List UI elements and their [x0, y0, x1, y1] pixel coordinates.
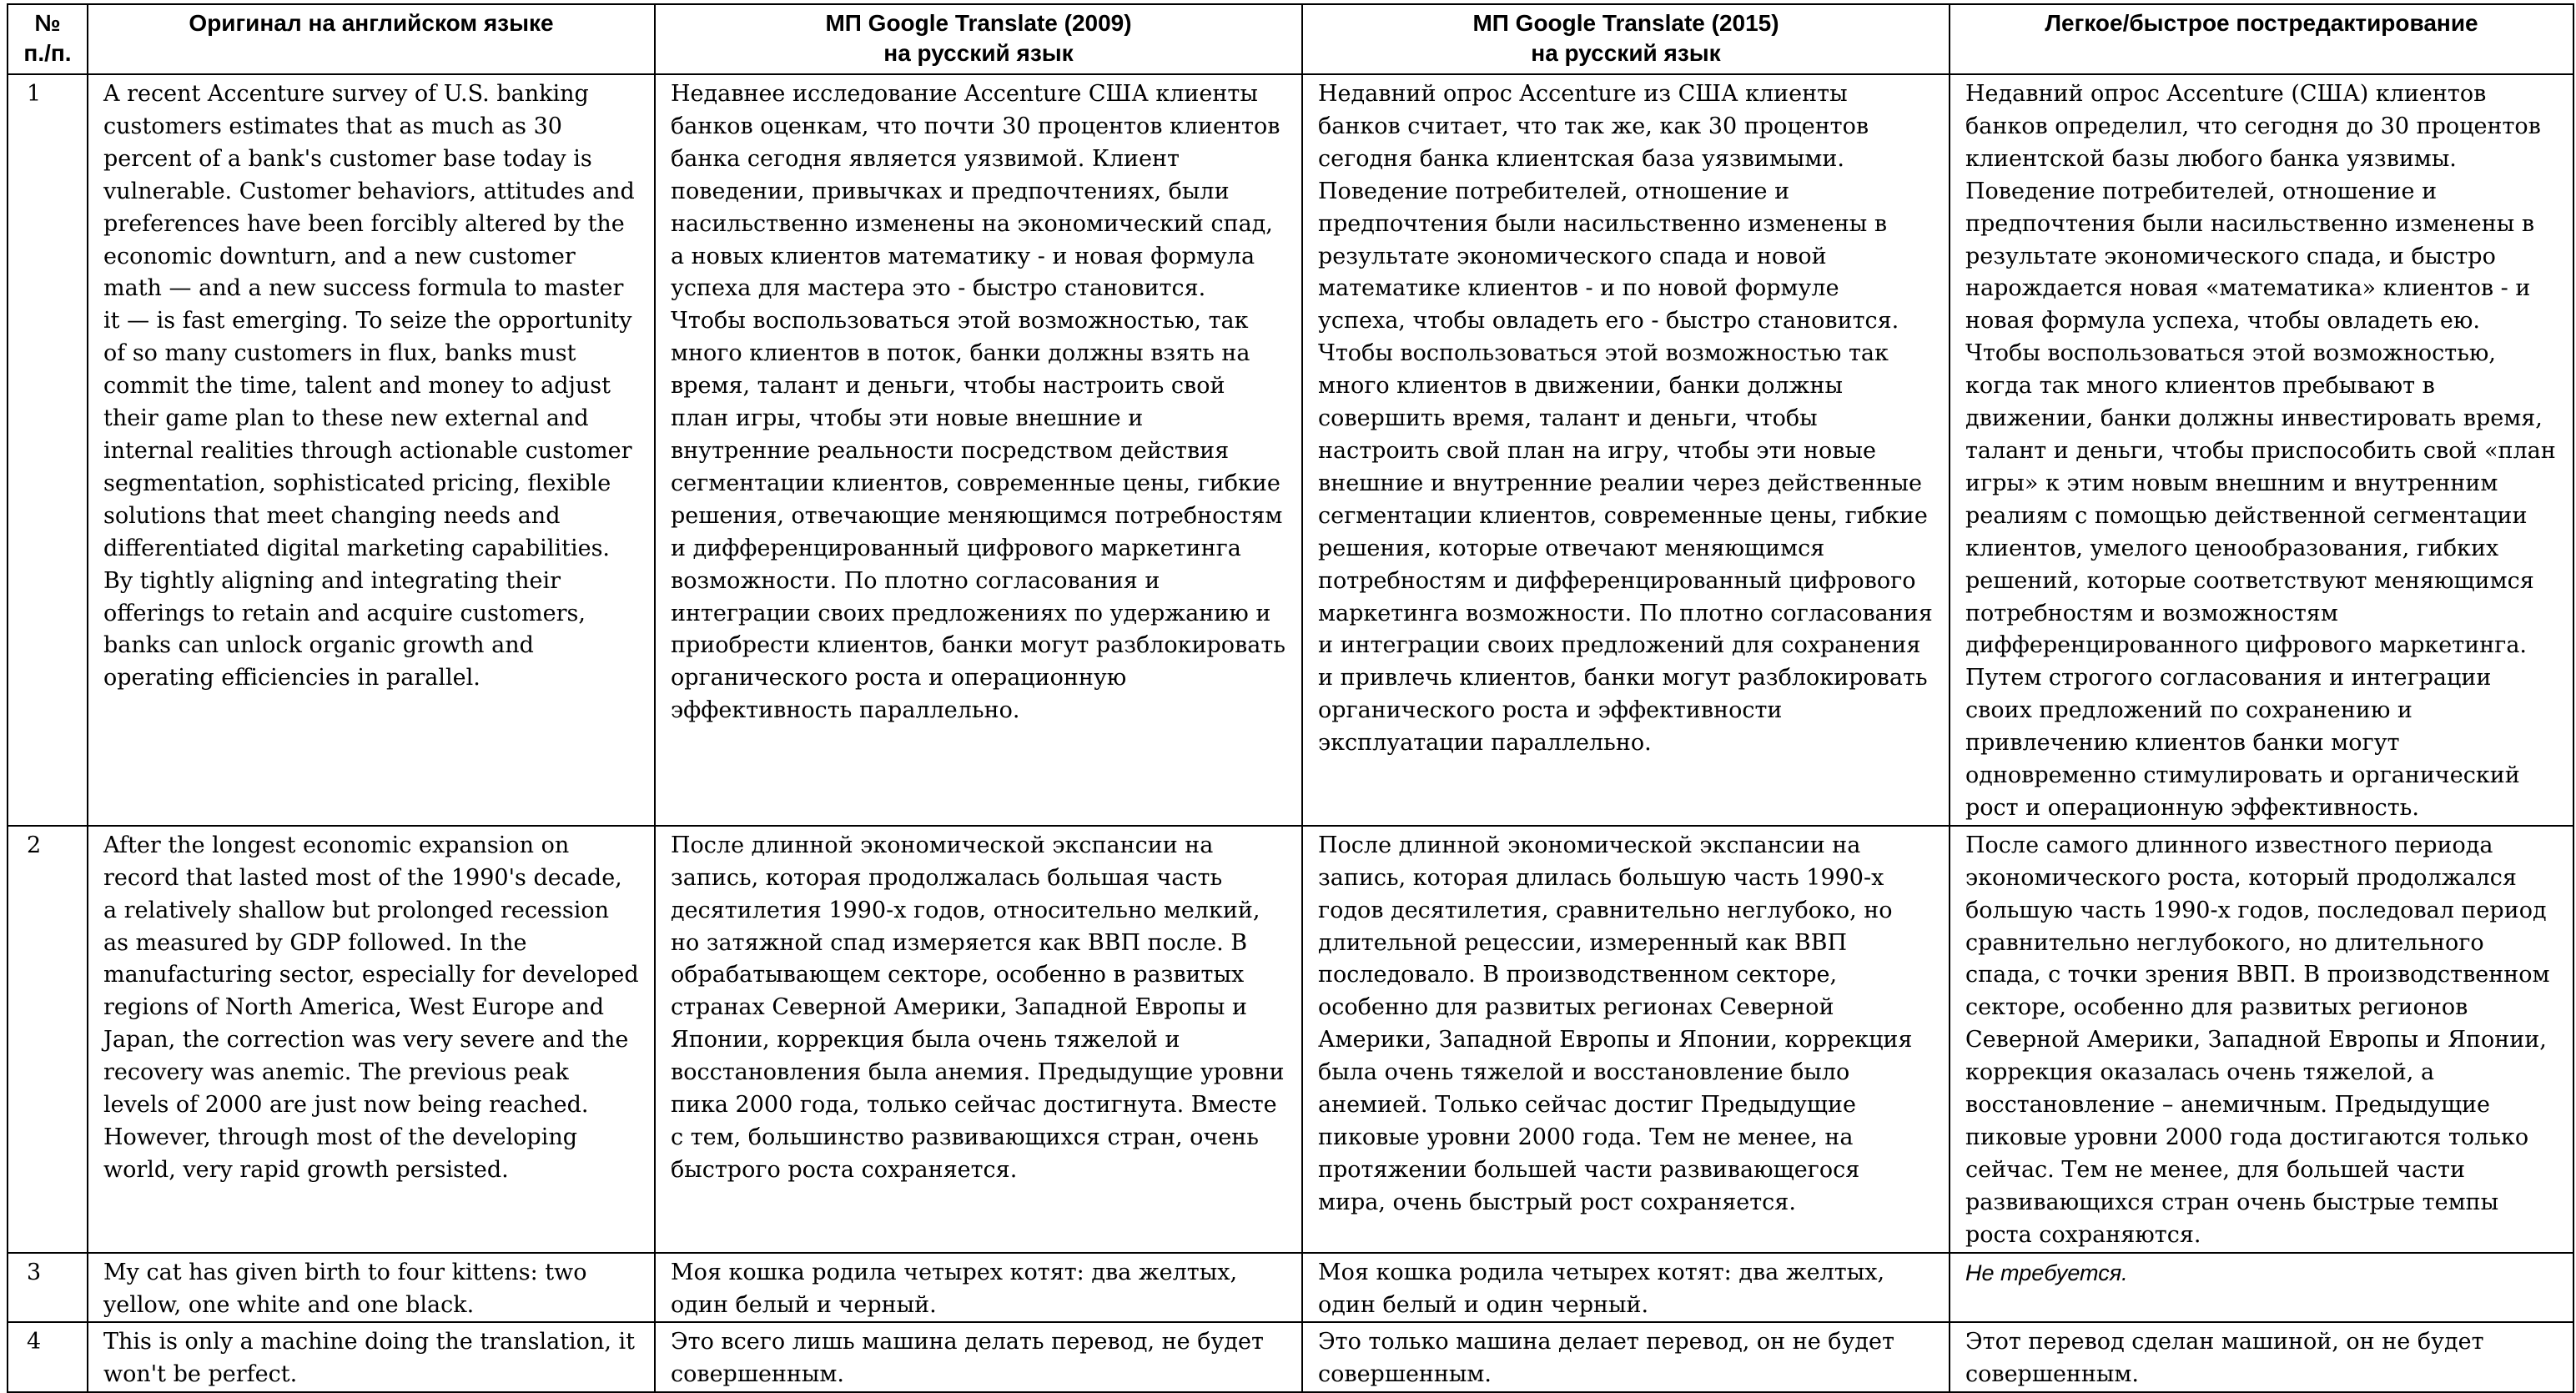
- header-gt2015: [1302, 4, 1950, 74]
- header-original-label: Оригинал на английском языке: [189, 10, 554, 36]
- header-gt2015-line1: МП Google Translate (2015): [1472, 10, 1779, 36]
- header-gt2009-line1: МП Google Translate (2009): [825, 10, 1132, 36]
- cell-gt2009: После длинной экономической экспансии на запись, которая продолжалась большая часть десятилетия 1990-х годов, относительно мелкий, но затяжной спад измеряется как ВВП после. В обрабатывающем секторе, особенно в развитых странах Северной Америки, Западной Европы и Японии, коррекция была очень тяжелой и восстановления была анемия. Предыдущие уровни пика 2000 года, только сейчас достигнута. Вместе с тем, большинство развивающихся стран, очень быстрого роста сохраняется.: [655, 826, 1302, 1253]
- row-num: 2: [8, 826, 88, 1253]
- cell-gt2015: После длинной экономической экспансии на запись, которая длилась большую часть 1990-х годов десятилетия, сравнительно неглубоко, но длительной рецессии, измеренный как ВВП последовало. В производственном секторе, особенно для развитых регионах Северной Америки, Западной Европы и Японии, коррекция была очень тяжелой и восстановление было анемией. Только сейчас достиг Предыдущие пиковые уровни 2000 года. Тем не менее, на протяжении большей части развивающегося мира, очень быстрый рост сохраняется.: [1302, 826, 1950, 1253]
- header-num: [8, 4, 88, 74]
- cell-postedit: Недавний опрос Accenture (США) клиентов банков определил, что сегодня до 30 процентов клиентской базы любого банка уязвимы. Поведение потребителей, отношение и предпочтения были насильственно изменены в результате экономического спада, и быстро нарождается новая «математика» клиентов - и новая формула успеха, чтобы овладеть ею. Чтобы воспользоваться этой возможностью, когда так много клиентов пребывают в движении, банки должны инвестировать время, талант и деньги, чтобы приспособить свой «план игры» к этим новым внешним и внутренним реалиям с помощью действенной сегментации клиентов, умелого ценообразования, гибких решений, которые соответствуют меняющимся потребностям и возможностям дифференцированного цифрового маркетинга. Путем строгого согласования и интеграции своих предложений по сохранению и привлечению клиентов банки могут одновременно стимулировать и органический рост и операционную эффективность.: [1950, 74, 2573, 826]
- cell-gt2009: Моя кошка родила четырех котят: два желтых, один белый и черный.: [655, 1253, 1302, 1323]
- row-num: 3: [8, 1253, 88, 1323]
- cell-original: This is only a machine doing the translation, it won't be perfect.: [88, 1322, 655, 1392]
- row-num: 4: [8, 1322, 88, 1392]
- comparison-table: [7, 3, 2574, 1393]
- header-row: [8, 4, 2573, 74]
- cell-original: A recent Accenture survey of U.S. banking customers estimates that as much as 30 percent of a bank's customer base today is vulnerable. Customer behaviors, attitudes and preferences have been forcibly altered by the economic downturn, and a new customer math — and a new success formula to master it — is fast emerging. To seize the opportunity of so many customers in flux, banks must commit the time, talent and money to adjust their game plan to these new external and internal realities through actionable customer segmentation, sophisticated pricing, flexible solutions that meet changing needs and differentiated digital marketing capabilities. By tightly aligning and integrating their offerings to retain and acquire customers, banks can unlock organic growth and operating efficiencies in parallel.: [88, 74, 655, 826]
- header-postedit-label: Легкое/быстрое постредактирование: [2045, 10, 2478, 36]
- header-num-line1: №: [34, 10, 61, 36]
- header-original: [88, 4, 655, 74]
- cell-gt2009: Недавнее исследование Accenture США клиенты банков оценкам, что почти 30 процентов клиентов банка сегодня является уязвимой. Клиент поведении, привычках и предпочтениях, были насильственно изменены на экономический спад, а новых клиентов математику - и новая формула успеха для мастера это - быстро становится. Чтобы воспользоваться этой возможностью, так много клиентов в поток, банки должны взять на время, талант и деньги, чтобы настроить свой план игры, чтобы эти новые внешние и внутренние реальности посредством действия сегментации клиентов, современные цены, гибкие решения, отвечающие меняющимся потребностям и дифференцированный цифрового маркетинга возможности. По плотно согласования и интеграции своих предложениях по удержанию и приобрести клиентов, банки могут разблокировать органического роста и операционную эффективность параллельно.: [655, 74, 1302, 826]
- cell-postedit: После самого длинного известного периода экономического роста, который продолжался большую часть 1990-х годов, последовал период сравнительно неглубокого, но длительного спада, с точки зрения ВВП. В производственном секторе, особенно для развитых регионов Северной Америки, Западной Европы и Японии, коррекция оказалась очень тяжелой, а восстановление – анемичным. Предыдущие пиковые уровни 2000 года достигаются только сейчас. Тем не менее, для большей части развивающихся стран очень быстрые темпы роста сохраняются.: [1950, 826, 2573, 1253]
- cell-postedit: Этот перевод сделан машиной, он не будет совершенным.: [1950, 1322, 2573, 1392]
- table-row: [8, 1322, 2573, 1392]
- header-postedit: [1950, 4, 2573, 74]
- table-row: [8, 1253, 2573, 1323]
- header-num-line2: п./п.: [23, 40, 72, 66]
- row-num: 1: [8, 74, 88, 826]
- cell-gt2009: Это всего лишь машина делать перевод, не будет совершенным.: [655, 1322, 1302, 1392]
- cell-original: My cat has given birth to four kittens: two yellow, one white and one black.: [88, 1253, 655, 1323]
- table-row: [8, 826, 2573, 1253]
- cell-gt2015: Недавний опрос Accenture из США клиенты банков считает, что так же, как 30 процентов сегодня банка клиентская база уязвимыми. Поведение потребителей, отношение и предпочтения были насильственно изменены в результате экономического спада и новой математике клиентов - и по новой формуле успеха, чтобы овладеть его - быстро становится. Чтобы воспользоваться этой возможностью так много клиентов в движении, банки должны совершить время, талант и деньги, чтобы настроить свой план на игру, чтобы эти новые внешние и внутренние реалии через действенные сегментации клиентов, современные цены, гибкие решения, которые отвечают меняющимся потребностям и дифференцированный цифрового маркетинга возможности. По плотно согласования и интеграции своих предложений для сохранения и привлечь клиентов, банки могут разблокировать органического роста и эффективности эксплуатации параллельно.: [1302, 74, 1950, 826]
- cell-gt2015: Моя кошка родила четырех котят: два желтых, один белый и один черный.: [1302, 1253, 1950, 1323]
- header-gt2015-line2: на русский язык: [1531, 40, 1721, 66]
- cell-postedit: Не требуется.: [1950, 1253, 2573, 1323]
- header-gt2009-line2: на русский язык: [883, 40, 1074, 66]
- table-row: [8, 74, 2573, 826]
- cell-gt2015: Это только машина делает перевод, он не будет совершенным.: [1302, 1322, 1950, 1392]
- header-gt2009: [655, 4, 1302, 74]
- cell-original: After the longest economic expansion on record that lasted most of the 1990's decade, a relatively shallow but prolonged recession as measured by GDP followed. In the manufacturing sector, especially for developed regions of North America, West Europe and Japan, the correction was very severe and the recovery was anemic. The previous peak levels of 2000 are just now being reached. However, through most of the developing world, very rapid growth persisted.: [88, 826, 655, 1253]
